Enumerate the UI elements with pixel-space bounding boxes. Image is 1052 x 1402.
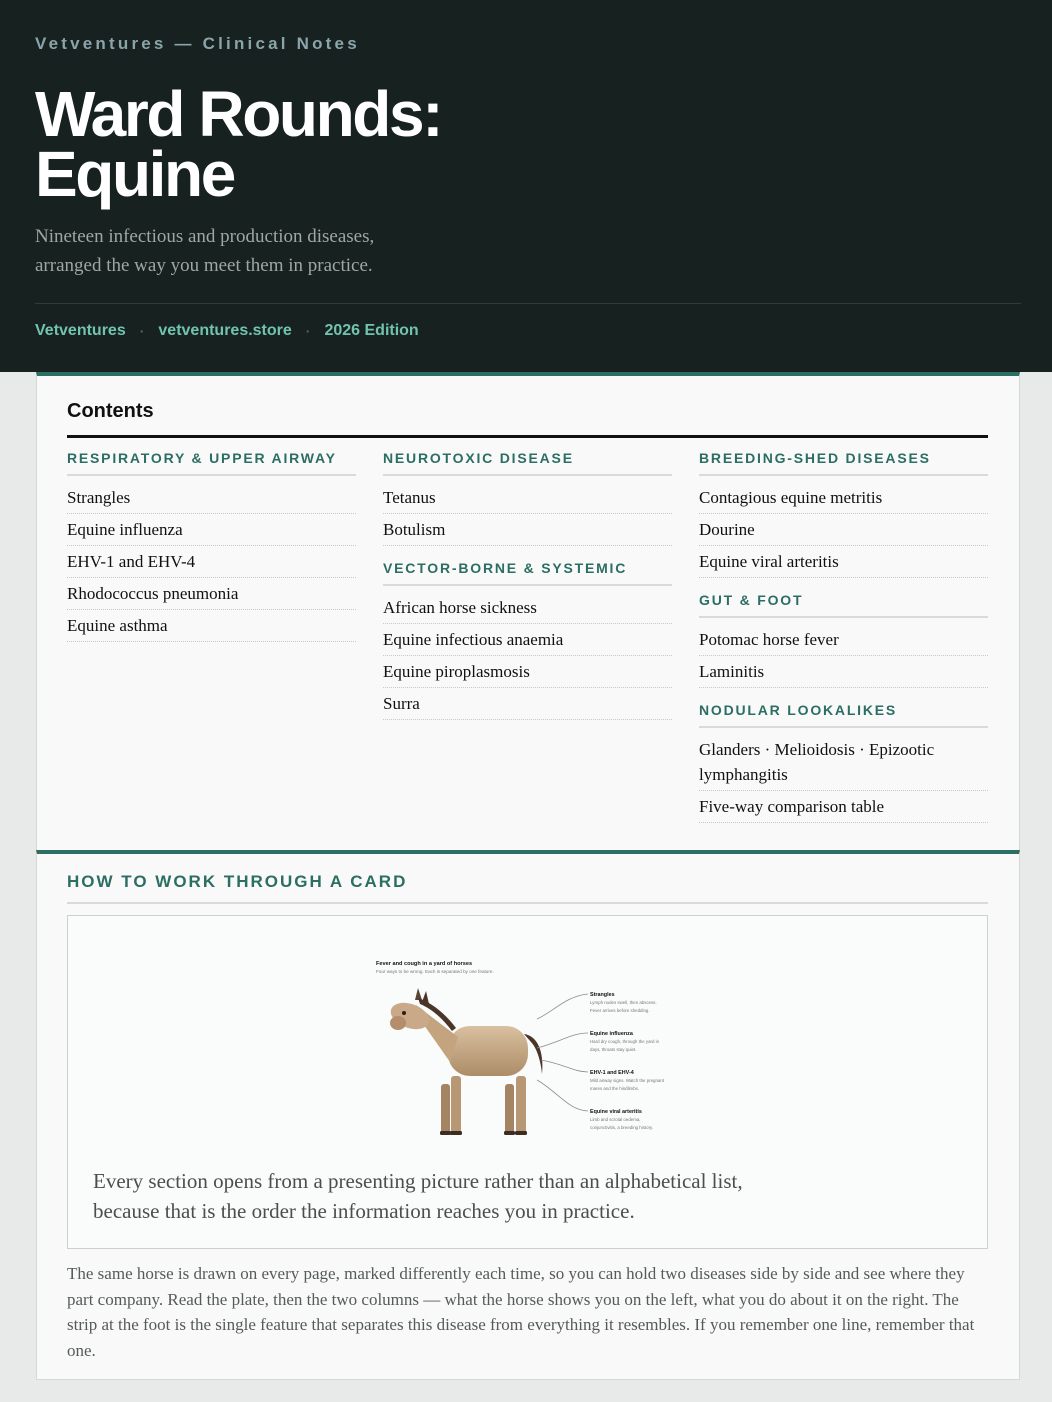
figure-label-title: Equine viral arteritis: [590, 1109, 642, 1115]
contents-entry-link[interactable]: Rhodococcus pneumonia: [67, 578, 356, 610]
contents-heading: Contents: [67, 400, 988, 438]
contents-entry-link[interactable]: Equine infectious anaemia: [383, 624, 672, 656]
meta-website-link[interactable]: vetventures.store: [158, 322, 292, 339]
figure-label-note: mares and the hindlimbs.: [590, 1086, 640, 1091]
contents-entry-link[interactable]: Laminitis: [699, 656, 988, 688]
figure-label-note: Mild airway signs. Watch the pregnant: [590, 1078, 665, 1083]
horse-illustration: [387, 988, 542, 1135]
horse-plate: [338, 952, 778, 1142]
contents-column: [699, 450, 988, 823]
figure-label-note: Fever arrives before shedding.: [590, 1008, 650, 1013]
figure-label-note: Lymph nodes swell, then abscess.: [590, 1000, 657, 1005]
meta-brand: Vetventures: [35, 322, 126, 339]
contents-entry-link[interactable]: Equine viral arteritis: [699, 546, 988, 578]
figure-label-title: Strangles: [590, 992, 615, 998]
figure-label-influenza: [590, 1031, 660, 1052]
contents-section-heading: NODULAR LOOKALIKES: [699, 702, 988, 728]
contents-entry-link[interactable]: Dourine: [699, 514, 988, 546]
meta-separator: ·: [139, 323, 145, 339]
contents-entry-link[interactable]: Potomac horse fever: [699, 624, 988, 656]
contents-entry-link[interactable]: EHV-1 and EHV-4: [67, 546, 356, 578]
figure-label-ehv: [590, 1070, 665, 1091]
figure-title: Fever and cough in a yard of horses: [376, 961, 473, 967]
contents-column: [383, 450, 672, 823]
contents-entry-link[interactable]: Equine asthma: [67, 610, 356, 642]
meta-separator: ·: [305, 323, 311, 339]
hero-header: [0, 0, 1052, 372]
figure-label-title: EHV-1 and EHV-4: [590, 1070, 634, 1076]
publisher-kicker: Vetventures — Clinical Notes: [35, 34, 360, 53]
leader-line-ehv: [541, 1060, 588, 1072]
contents-section-heading: GUT & FOOT: [699, 592, 988, 618]
contents-entry-link[interactable]: Five-way comparison table: [699, 791, 988, 823]
example-figure: [67, 915, 988, 1249]
figure-label-strangles: [590, 992, 657, 1013]
contents-section-heading: NEUROTOXIC DISEASE: [383, 450, 672, 476]
contents-entry-link[interactable]: Strangles: [67, 482, 356, 514]
title-line-2: Equine: [35, 138, 234, 210]
figure-label-note: Hard dry cough, through the yard in: [590, 1039, 660, 1044]
page-subtitle: Nineteen infectious and production diseases, arranged the way you meet them in practice.: [35, 226, 375, 276]
contents-panel: [36, 372, 1020, 852]
header-divider: [35, 303, 1021, 304]
meta-edition: 2026 Edition: [324, 322, 419, 339]
contents-entry-link[interactable]: Surra: [383, 688, 672, 720]
contents-entry-link[interactable]: Glanders · Melioidosis · Epizootic lymphangitis: [699, 734, 988, 791]
figure-label-note: Limb and scrotal oedema,: [590, 1117, 641, 1122]
contents-entry-link[interactable]: Tetanus: [383, 482, 672, 514]
figure-label-note: conjunctivitis, a breeding history.: [590, 1125, 654, 1130]
contents-entry-link[interactable]: African horse sickness: [383, 592, 672, 624]
contents-section-heading: VECTOR-BORNE & SYSTEMIC: [383, 560, 672, 586]
title-line-1: Ward Rounds:: [35, 78, 442, 150]
howto-body: The same horse is drawn on every page, marked differently each time, so you can hold two diseases side by side and see where they part company. Read the plate, then the two columns — what the horse shows you on the left, what you do about it on the right. The strip at the foot is the single feature that separates this disease from everything it resembles. If you remember one line, remember that one.: [67, 1264, 975, 1360]
page-title: [35, 78, 595, 210]
contents-entry-link[interactable]: Equine influenza: [67, 514, 356, 546]
contents-section-heading: RESPIRATORY & UPPER AIRWAY: [67, 450, 356, 476]
howto-panel: [36, 850, 1020, 1380]
howto-heading: HOW TO WORK THROUGH A CARD: [67, 872, 988, 904]
meta-line: [35, 322, 419, 340]
leader-line-influenza: [537, 1033, 588, 1048]
leader-line-strangles: [537, 994, 588, 1019]
contents-entry-link[interactable]: Contagious equine metritis: [699, 482, 988, 514]
contents-entry-link[interactable]: Equine piroplasmosis: [383, 656, 672, 688]
figure-label-note: days, throats stay quiet.: [590, 1047, 637, 1052]
contents-column: [67, 450, 356, 823]
contents-entry-link[interactable]: Botulism: [383, 514, 672, 546]
figure-caption: Every section opens from a presenting picture rather than an alphabetical list, because that is the order the information reaches you in practice.: [93, 1169, 743, 1223]
leader-line-eva: [537, 1080, 588, 1111]
figure-label-eva: [590, 1109, 653, 1130]
contents-columns: [67, 450, 988, 823]
figure-label-title: Equine influenza: [590, 1031, 633, 1037]
contents-section-heading: BREEDING-SHED DISEASES: [699, 450, 988, 476]
leader-lines: [537, 994, 588, 1111]
figure-subtitle: Four ways to be wrong. Each is separated by one feature.: [376, 969, 494, 974]
